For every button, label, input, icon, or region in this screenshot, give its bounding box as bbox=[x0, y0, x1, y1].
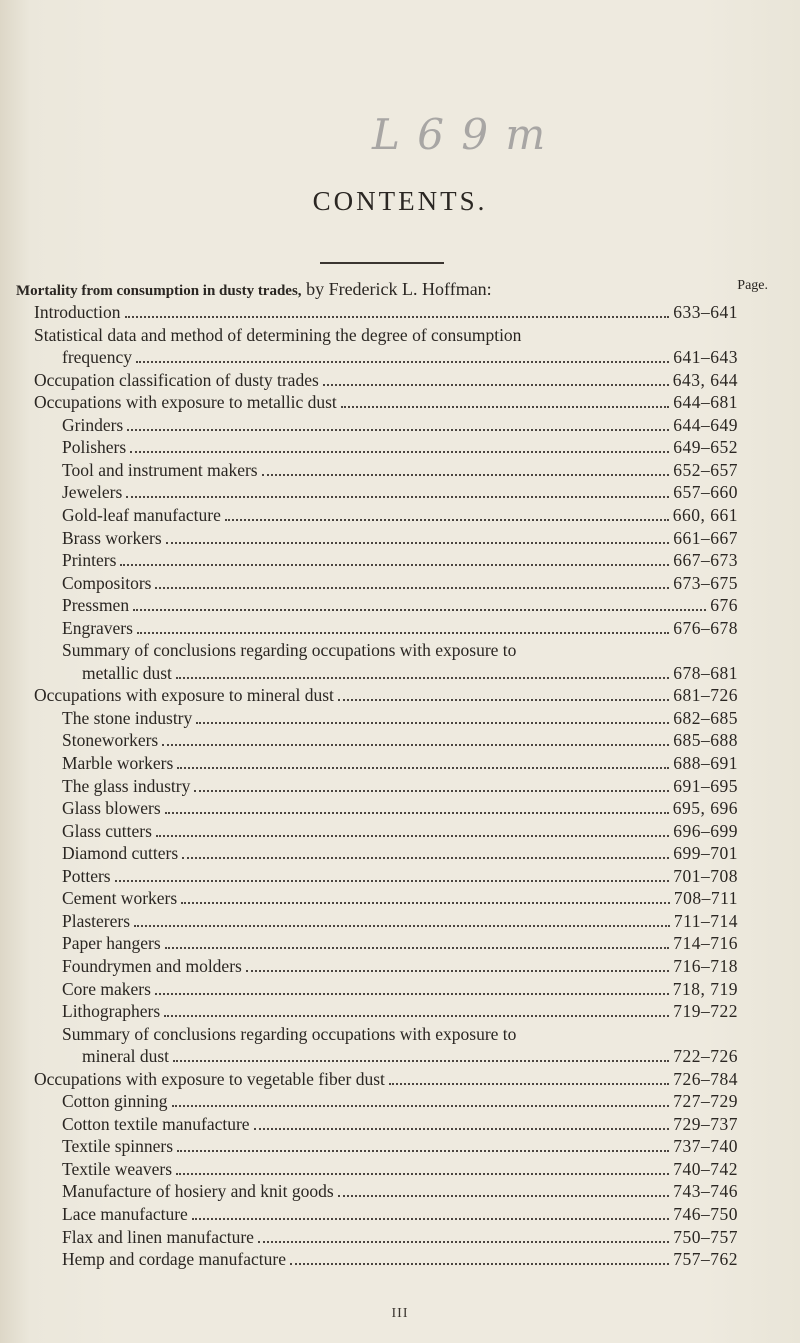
entry-pages: 657–660 bbox=[673, 482, 738, 503]
entry-label: Lace manufacture bbox=[62, 1204, 188, 1224]
entry-pages: 695, 696 bbox=[672, 798, 738, 819]
entry-label: Occupations with exposure to metallic dust bbox=[34, 392, 337, 413]
entry-pages: 682–685 bbox=[673, 707, 738, 728]
entry-pages: 633–641 bbox=[673, 302, 738, 322]
contents-entry bbox=[62, 1090, 738, 1112]
entry-label: Introduction bbox=[34, 302, 121, 322]
page-folio: III bbox=[391, 1306, 409, 1321]
entry-label: Hemp and cordage manufacture bbox=[62, 1249, 286, 1270]
contents-entry bbox=[62, 752, 738, 774]
entry-pages: 644–681 bbox=[673, 392, 738, 413]
dot-leader bbox=[127, 429, 669, 431]
dot-leader bbox=[338, 699, 669, 701]
entry-label: metallic dust bbox=[82, 662, 172, 683]
entry-label: Cement workers bbox=[62, 888, 178, 909]
entry-pages: 716–718 bbox=[673, 955, 738, 976]
entry-label: The glass industry bbox=[62, 775, 191, 796]
entry-label: Stoneworkers bbox=[62, 730, 159, 751]
contents-entry bbox=[62, 729, 738, 751]
contents-entry-heading: Statistical data and method of determining the degree of consumption bbox=[34, 324, 522, 345]
entry-pages: 660, 661 bbox=[672, 504, 738, 525]
dot-leader bbox=[156, 835, 669, 837]
entry-pages: 652–657 bbox=[673, 459, 738, 480]
entry-pages: 661–667 bbox=[673, 527, 738, 548]
entry-label: Jewelers bbox=[62, 482, 123, 503]
dot-leader bbox=[196, 722, 669, 724]
entry-pages: 681–726 bbox=[673, 685, 738, 706]
entry-label: Marble workers bbox=[62, 753, 174, 773]
dot-leader bbox=[181, 902, 670, 904]
entry-pages: 678–681 bbox=[673, 662, 738, 683]
dot-leader bbox=[136, 361, 669, 363]
contents-entry bbox=[34, 391, 738, 413]
contents-entry bbox=[34, 301, 738, 323]
dot-leader bbox=[258, 1241, 669, 1243]
entry-label: Paper hangers bbox=[62, 933, 161, 954]
dot-leader bbox=[133, 609, 706, 611]
contents-entry bbox=[62, 820, 738, 842]
contents-entry bbox=[62, 955, 738, 977]
entry-label: Core makers bbox=[62, 978, 151, 999]
entry-pages: 727–729 bbox=[673, 1091, 738, 1112]
contents-entry bbox=[62, 481, 738, 503]
entry-pages: 729–737 bbox=[673, 1113, 738, 1134]
entry-label: Diamond cutters bbox=[62, 843, 179, 864]
dot-leader bbox=[225, 519, 669, 521]
contents-entry bbox=[34, 369, 738, 391]
entry-pages: 696–699 bbox=[673, 820, 738, 841]
contents-entry bbox=[62, 1248, 738, 1270]
contents-entry bbox=[62, 572, 738, 594]
entry-pages: 673–675 bbox=[673, 572, 738, 593]
dot-leader bbox=[126, 496, 669, 498]
dot-leader bbox=[173, 1060, 669, 1062]
contents-entry bbox=[62, 797, 738, 819]
dot-leader bbox=[120, 564, 669, 566]
contents-entry bbox=[62, 1000, 738, 1022]
entry-label: The stone industry bbox=[62, 707, 193, 728]
dot-leader bbox=[192, 1218, 669, 1220]
contents-entry bbox=[62, 617, 738, 639]
entry-pages: 711–714 bbox=[673, 910, 738, 931]
entry-pages: 708–711 bbox=[673, 888, 738, 909]
entry-label: Tool and instrument makers bbox=[62, 459, 258, 480]
contents-entry bbox=[62, 436, 738, 458]
entry-label: Manufacture of hosiery and knit goods bbox=[62, 1181, 334, 1202]
entry-pages: 691–695 bbox=[673, 775, 738, 796]
dot-leader bbox=[389, 1083, 669, 1085]
contents-entry bbox=[62, 1203, 738, 1225]
entry-pages: 737–740 bbox=[673, 1136, 738, 1157]
dot-leader bbox=[155, 993, 669, 995]
dot-leader bbox=[164, 1015, 669, 1017]
entry-pages: 676–678 bbox=[673, 617, 738, 638]
entry-label: Gold-leaf manufacture bbox=[62, 504, 221, 525]
contents-entry bbox=[62, 504, 738, 526]
dot-leader bbox=[194, 790, 669, 792]
entry-pages: 649–652 bbox=[673, 437, 738, 458]
dot-leader bbox=[137, 632, 669, 634]
entry-label: Grinders bbox=[62, 414, 124, 435]
contents-entry bbox=[62, 1180, 738, 1202]
contents-entry bbox=[82, 662, 738, 684]
dot-leader bbox=[341, 406, 669, 408]
entry-pages: 676 bbox=[710, 595, 738, 616]
dot-leader bbox=[166, 542, 670, 544]
entry-label: Occupations with exposure to vegetable fiber dust bbox=[34, 1068, 385, 1089]
contents-entry bbox=[62, 1158, 738, 1180]
entry-label: Textile spinners bbox=[62, 1136, 174, 1157]
dot-leader bbox=[177, 767, 669, 769]
dot-leader bbox=[176, 677, 669, 679]
page-title: CONTENTS. bbox=[312, 186, 488, 216]
entry-label: frequency bbox=[62, 347, 132, 368]
dot-leader bbox=[172, 1105, 670, 1107]
entry-label: Glass cutters bbox=[62, 820, 152, 841]
dot-leader bbox=[338, 1195, 670, 1197]
dot-leader bbox=[162, 744, 669, 746]
entry-label: Flax and linen manufacture bbox=[62, 1226, 254, 1247]
article-title: Mortality from consumption in dusty trades, bbox=[16, 283, 302, 299]
entry-pages: 719–722 bbox=[673, 1001, 738, 1022]
page-column-label: Page. bbox=[737, 278, 768, 293]
handwritten-shelf-note: L 6 9 m bbox=[372, 110, 548, 159]
entry-label: Pressmen bbox=[62, 595, 130, 616]
contents-entry bbox=[34, 684, 738, 706]
entry-pages: 644–649 bbox=[673, 414, 738, 435]
dot-leader bbox=[125, 316, 670, 318]
contents-entry bbox=[62, 1135, 738, 1157]
dot-leader bbox=[290, 1263, 669, 1265]
entry-pages: 743–746 bbox=[673, 1181, 738, 1202]
entry-pages: 757–762 bbox=[673, 1249, 738, 1270]
contents-entry bbox=[62, 527, 738, 549]
entry-label: Lithographers bbox=[62, 1001, 161, 1022]
contents-entry-heading: Summary of conclusions regarding occupations with exposure to bbox=[62, 640, 517, 661]
contents-entry bbox=[62, 707, 738, 729]
entry-label: Glass blowers bbox=[62, 798, 161, 819]
contents-entry bbox=[62, 978, 738, 1000]
entry-pages: 701–708 bbox=[673, 865, 738, 886]
contents-entry bbox=[34, 1068, 738, 1090]
dot-leader bbox=[176, 1173, 669, 1175]
entry-pages: 718, 719 bbox=[672, 978, 738, 999]
contents-entry bbox=[62, 910, 738, 932]
entry-pages: 688–691 bbox=[673, 753, 738, 773]
contents-entry bbox=[62, 414, 738, 436]
entry-pages: 641–643 bbox=[673, 347, 738, 368]
contents-entry bbox=[62, 775, 738, 797]
entry-label: Compositors bbox=[62, 572, 152, 593]
dot-leader bbox=[177, 1150, 669, 1152]
entry-pages: 714–716 bbox=[673, 933, 738, 954]
dot-leader bbox=[165, 812, 669, 814]
dot-leader bbox=[134, 925, 670, 927]
dot-leader bbox=[130, 451, 669, 453]
dot-leader bbox=[246, 970, 669, 972]
entry-label: Textile weavers bbox=[62, 1158, 173, 1179]
entry-pages: 746–750 bbox=[673, 1204, 738, 1224]
entry-pages: 726–784 bbox=[673, 1068, 738, 1089]
entry-pages: 750–757 bbox=[673, 1226, 738, 1247]
entry-pages: 643, 644 bbox=[672, 369, 738, 390]
article-author: by Frederick L. Hoffman: bbox=[306, 279, 492, 299]
contents-entry bbox=[62, 865, 738, 887]
entry-label: Brass workers bbox=[62, 527, 162, 548]
entry-label: Occupation classification of dusty trades bbox=[34, 369, 319, 390]
entry-label: Engravers bbox=[62, 617, 133, 638]
contents-entry bbox=[82, 1045, 738, 1067]
dot-leader bbox=[262, 474, 670, 476]
entry-pages: 740–742 bbox=[673, 1158, 738, 1179]
contents-entry bbox=[62, 887, 738, 909]
contents-entry bbox=[62, 842, 738, 864]
contents-entry-heading: Summary of conclusions regarding occupations with exposure to bbox=[62, 1023, 517, 1044]
entry-label: Polishers bbox=[62, 437, 127, 458]
dot-leader bbox=[115, 880, 670, 882]
entry-label: Cotton textile manufacture bbox=[62, 1113, 250, 1134]
contents-entry bbox=[62, 459, 738, 481]
entry-pages: 685–688 bbox=[673, 730, 738, 751]
contents-entry bbox=[62, 346, 738, 368]
dot-leader bbox=[155, 587, 669, 589]
entry-pages: 667–673 bbox=[673, 550, 738, 571]
entry-label: Printers bbox=[62, 550, 117, 571]
dot-leader bbox=[165, 947, 670, 949]
entry-label: Foundrymen and molders bbox=[62, 955, 242, 976]
dot-leader bbox=[182, 857, 669, 859]
entry-pages: 699–701 bbox=[673, 843, 738, 864]
entry-label: Cotton ginning bbox=[62, 1091, 168, 1112]
entry-label: mineral dust bbox=[82, 1046, 169, 1067]
contents-entry bbox=[62, 1113, 738, 1135]
dot-leader bbox=[254, 1128, 670, 1130]
contents-entry bbox=[62, 1226, 738, 1248]
contents-entry bbox=[62, 549, 738, 571]
entry-pages: 722–726 bbox=[673, 1046, 738, 1067]
contents-entry bbox=[62, 932, 738, 954]
entry-label: Potters bbox=[62, 865, 111, 886]
contents-entry bbox=[62, 594, 738, 616]
entry-label: Occupations with exposure to mineral dust bbox=[34, 685, 334, 706]
dot-leader bbox=[323, 384, 669, 386]
entry-label: Plasterers bbox=[62, 910, 131, 931]
